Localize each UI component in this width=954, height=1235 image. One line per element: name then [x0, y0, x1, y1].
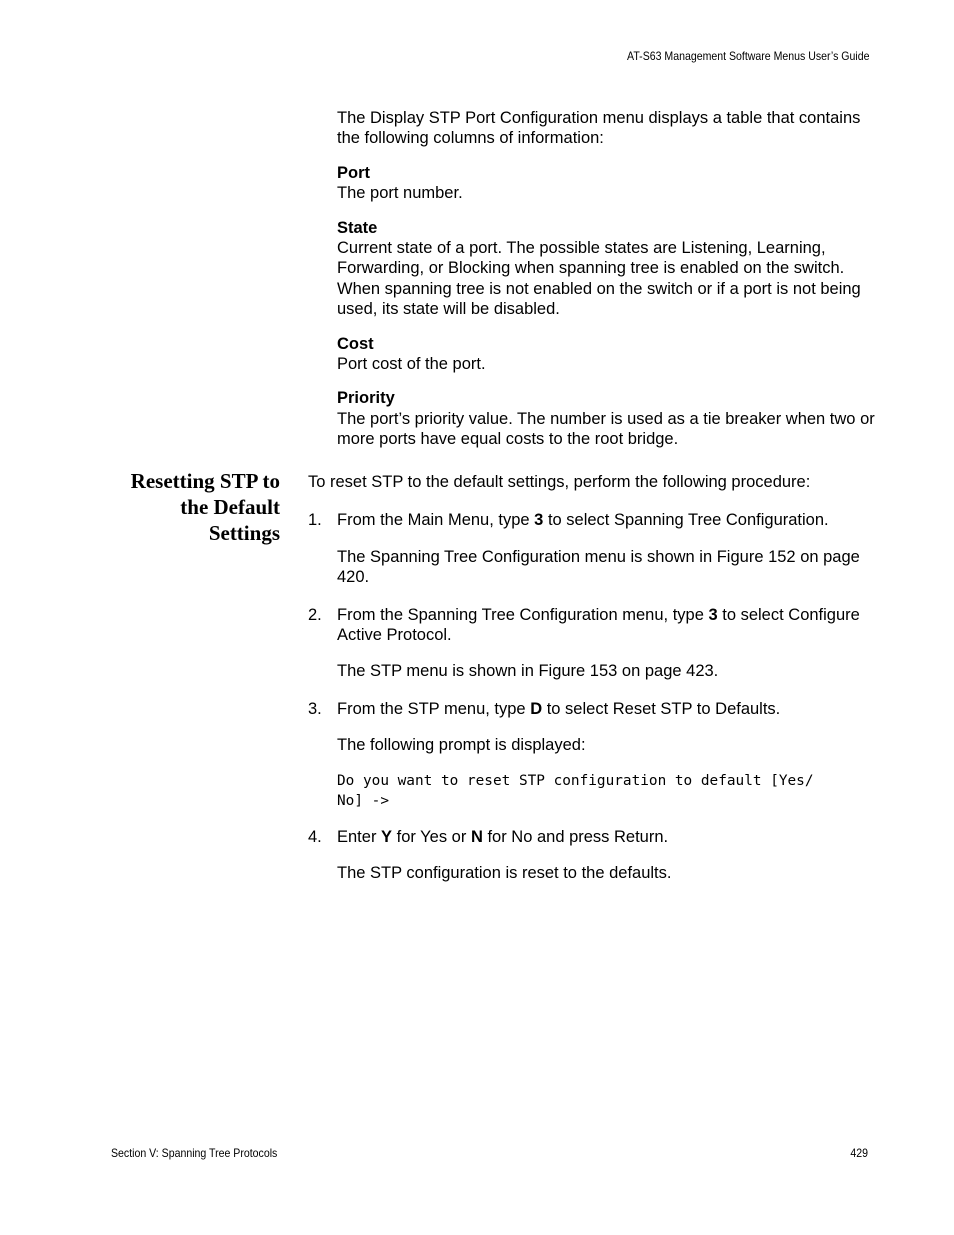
step-text: From the Main Menu, type: [337, 511, 535, 530]
key-label: 3: [534, 511, 544, 530]
term-state: State: [337, 218, 378, 237]
section-heading-line: the Default: [180, 495, 280, 519]
step-text: From the Spanning Tree Configuration menu, type: [337, 605, 709, 624]
intro-lead: The Display STP Port Configuration menu displays a table that contains the following columns of information:: [337, 109, 861, 148]
step-text: to select Configure Active Protocol.: [337, 605, 860, 645]
term-priority: Priority: [337, 389, 395, 408]
key-label: Y: [381, 827, 393, 846]
step-text: for Yes or: [392, 827, 471, 846]
step-text: From the STP menu, type: [337, 699, 531, 718]
step-text: for No and press Return.: [482, 827, 669, 846]
intro-block: [337, 108, 877, 450]
desc-priority: The port’s priority value. The number is used as a tie breaker when two or more ports have equal costs to the root bridge.: [337, 409, 875, 449]
step-1: [308, 510, 878, 530]
desc-cost: Port cost of the port.: [337, 355, 486, 374]
key-label: 3: [708, 605, 718, 624]
procedure-lead: To reset STP to the default settings, perform the following procedure:: [308, 473, 811, 491]
step-number: 2.: [308, 605, 322, 624]
section-heading: [96, 468, 280, 546]
prompt-line: Do you want to reset STP configuration to default [Yes/: [337, 772, 814, 789]
step-4-note: The STP configuration is reset to the defaults.: [337, 864, 672, 883]
step-1-note: The Spanning Tree Configuration menu is shown in Figure 152 on page 420.: [337, 547, 860, 587]
desc-state: Current state of a port. The possible states are Listening, Learning, Forwarding, or Blocking when spanning tree is enabled on the switch. When spanning tree is not enabled on the switch or if a port is not being used, its state will be disabled.: [337, 239, 861, 319]
step-3: [308, 699, 878, 719]
term-port: Port: [337, 163, 370, 182]
term-cost: Cost: [337, 334, 374, 353]
key-label: N: [470, 827, 483, 846]
step-text: to select Reset STP to Defaults.: [542, 699, 781, 718]
step-text: to select Spanning Tree Configuration.: [543, 511, 829, 530]
step-text: Enter: [337, 827, 382, 846]
step-number: 4.: [308, 827, 322, 846]
page-number: 429: [850, 1146, 868, 1160]
running-header: AT-S63 Management Software Menus User’s Guide: [626, 49, 869, 63]
step-4: [308, 827, 878, 847]
procedure-block: [308, 472, 878, 883]
step-3-note: The following prompt is displayed:: [337, 736, 586, 755]
desc-port: The port number.: [337, 184, 463, 203]
key-label: D: [530, 699, 543, 718]
prompt-line: No] ->: [337, 792, 389, 809]
step-number: 1.: [308, 511, 322, 530]
section-heading-line: Resetting STP to: [130, 469, 280, 493]
step-2-note: The STP menu is shown in Figure 153 on page 423.: [337, 662, 719, 681]
footer-section: Section V: Spanning Tree Protocols: [111, 1146, 278, 1160]
section-heading-line: Settings: [208, 521, 280, 545]
step-number: 3.: [308, 699, 322, 718]
prompt-code: [308, 771, 878, 811]
step-2: [308, 605, 878, 646]
